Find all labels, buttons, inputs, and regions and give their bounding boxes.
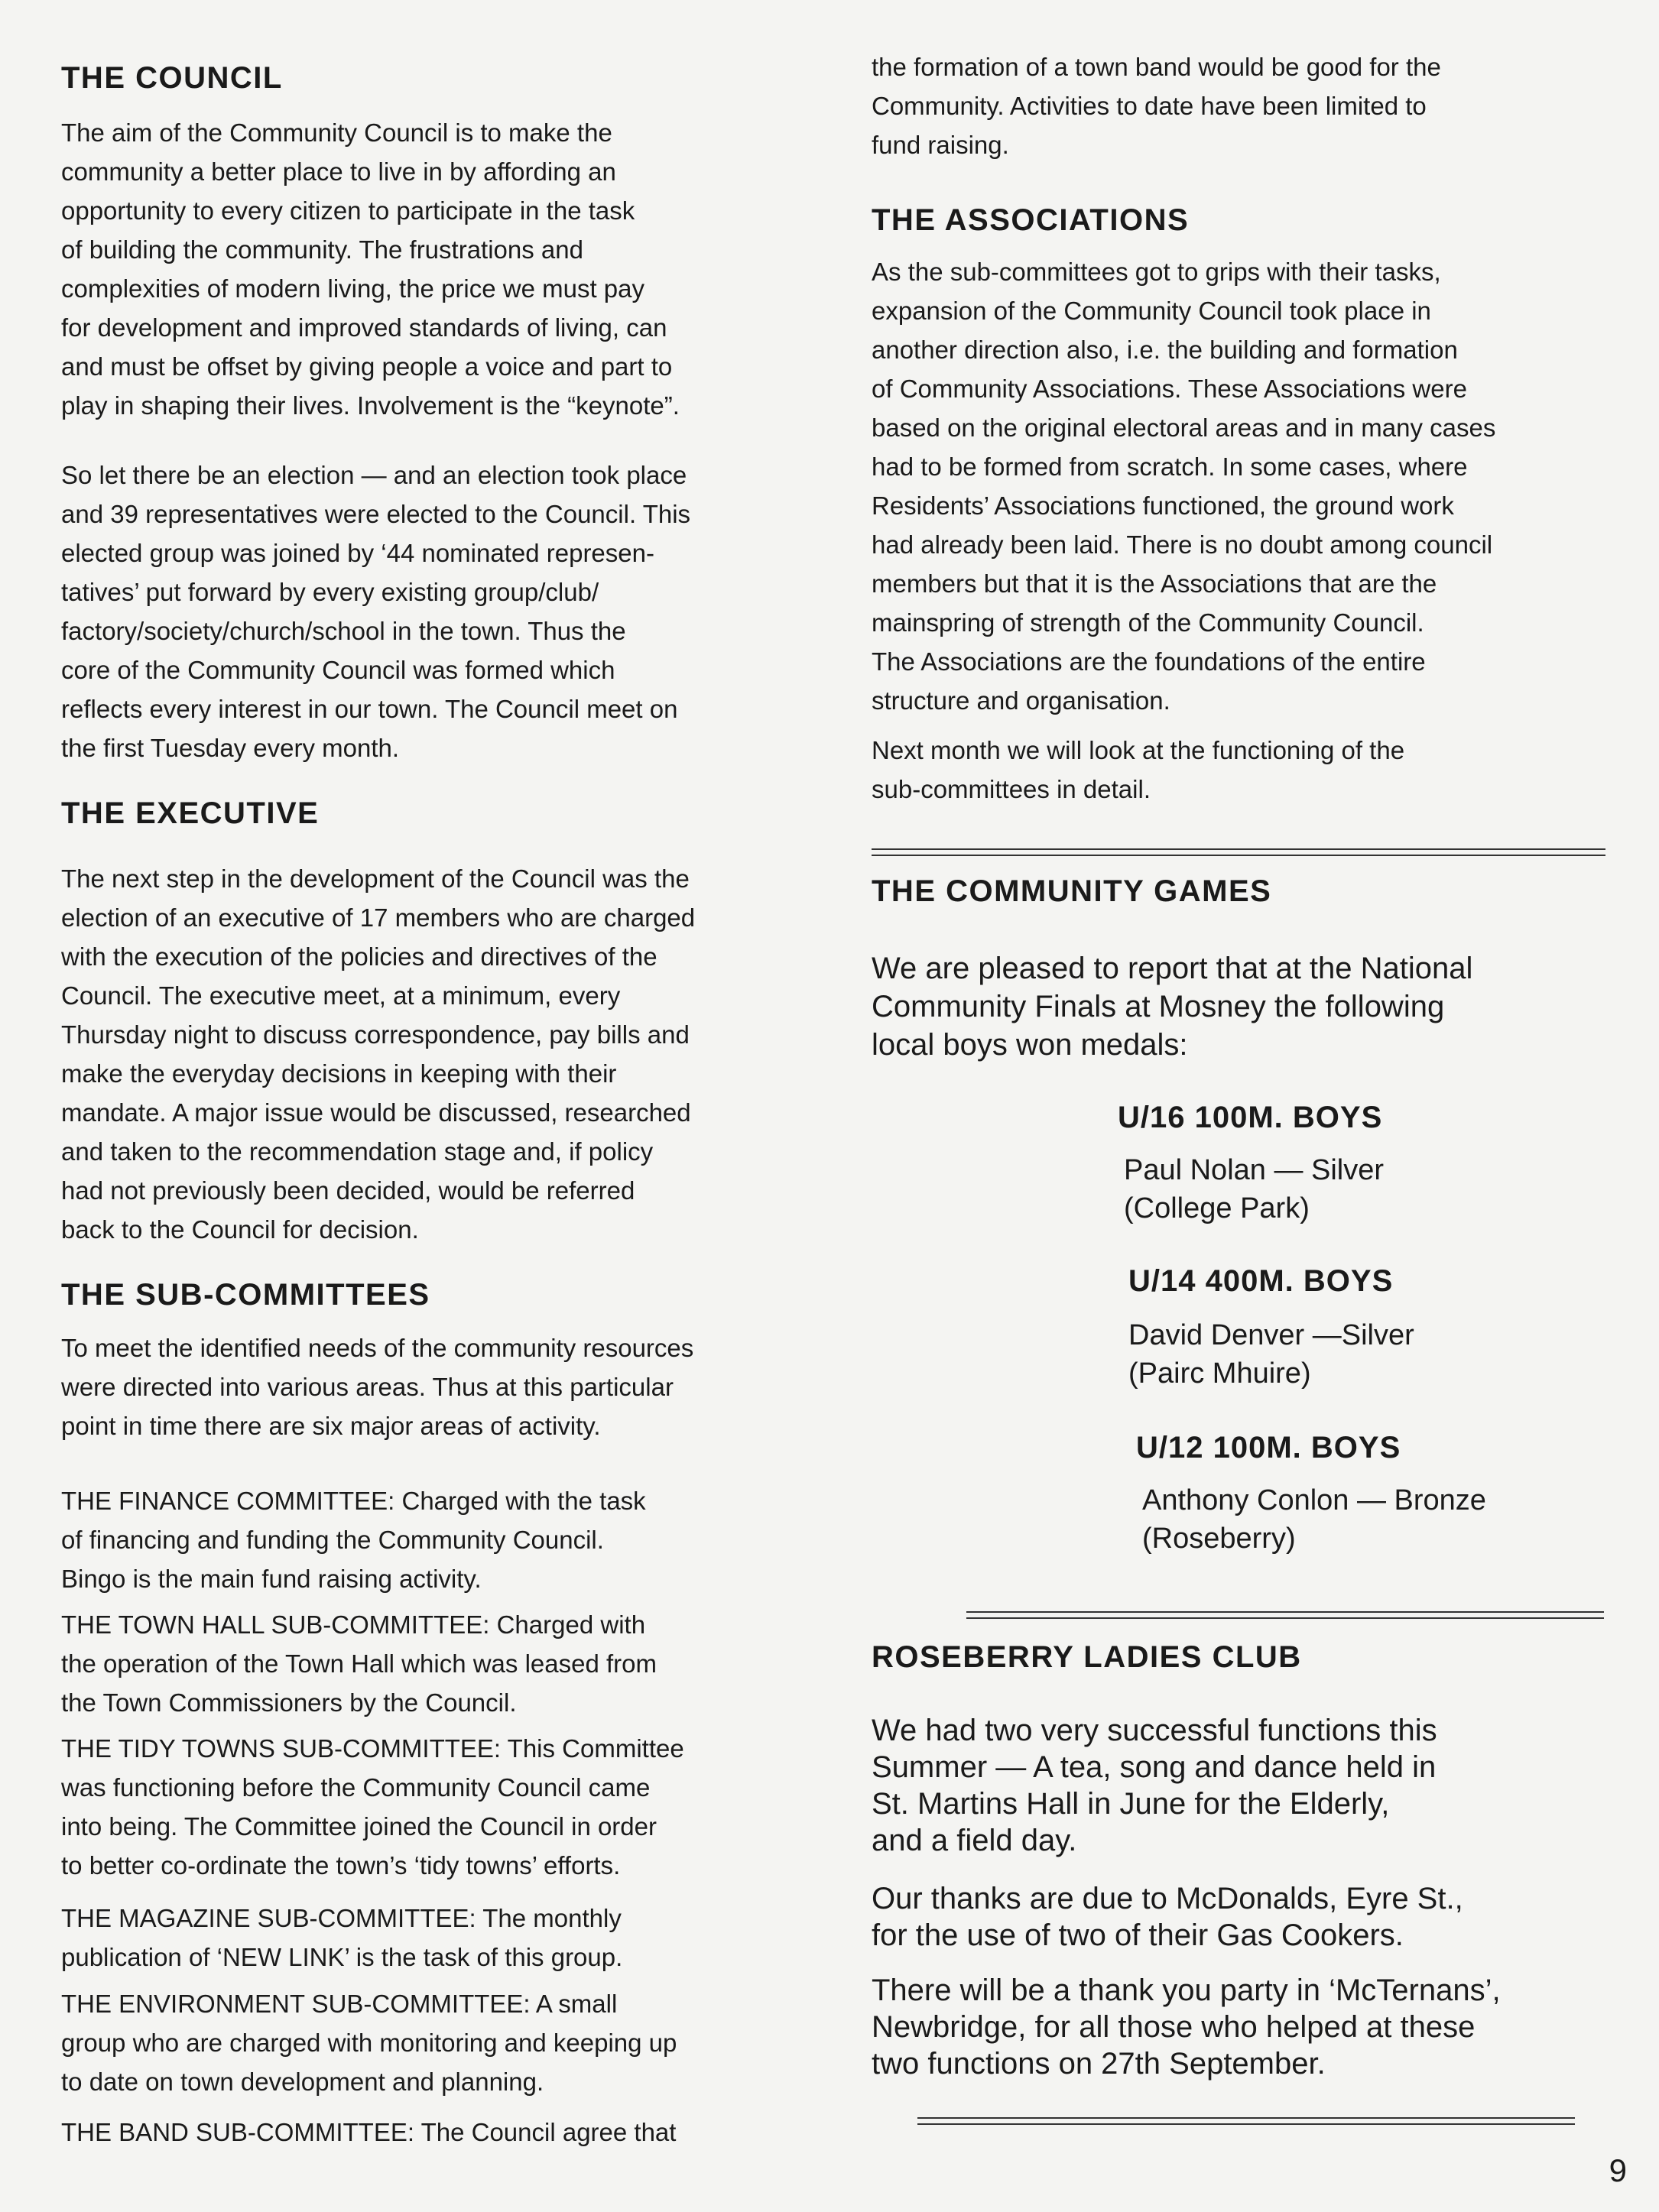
text-line: The Associations are the foundations of the entire [872,647,1426,676]
text-line: group who are charged with monitoring and keeping up [61,2029,677,2057]
council-paragraph-1 [61,113,680,425]
text-line: the formation of a town band would be good for the [872,53,1441,81]
text-line: THE TOWN HALL SUB-COMMITTEE: Charged with [61,1610,646,1639]
text-line: There will be a thank you party in ‘McTernans’, [872,1974,1501,2007]
executive-paragraph [61,859,695,1249]
text-line: had already been laid. There is no doubt among council [872,530,1493,559]
text-line: The next step in the development of the Council was the [61,864,690,893]
community-games-heading: THE COMMUNITY GAMES [872,874,1272,908]
text-line: Newbridge, for all those who helped at these [872,2010,1476,2044]
text-line: point in time there are six major areas of activity. [61,1412,601,1440]
text-line: another direction also, i.e. the building and formation [872,336,1458,364]
medal-event: U/12 100M. BOYS [1136,1431,1401,1464]
associations-paragraph-2 [872,731,1404,809]
text-line: sub-committees in detail. [872,775,1151,803]
text-line: based on the original electoral areas and in many cases [872,414,1496,442]
finance-committee [61,1481,646,1598]
executive-heading: THE EXECUTIVE [61,796,320,830]
text-line: expansion of the Community Council took place in [872,297,1431,325]
text-line: The aim of the Community Council is to make the [61,118,612,147]
text-line: for the use of two of their Gas Cookers. [872,1918,1404,1952]
text-line: THE MAGAZINE SUB-COMMITTEE: The monthly [61,1904,622,1932]
text-line: St. Martins Hall in June for the Elderly, [872,1787,1390,1821]
band-subcommittee-continued [872,47,1441,164]
text-line: two functions on 27th September. [872,2047,1326,2081]
text-line: and a field day. [872,1824,1077,1857]
text-line: Community Finals at Mosney the following [872,990,1445,1023]
text-line: tatives’ put forward by every existing group/club/ [61,578,599,606]
text-line: opportunity to every citizen to participate in the task [61,196,635,225]
text-line: local boys won medals: [872,1028,1188,1062]
text-line: factory/society/church/school in the town. Thus the [61,617,626,645]
text-line: We had two very successful functions this [872,1714,1437,1747]
text-line: Residents’ Associations functioned, the ground work [872,491,1454,520]
tidy-towns-subcommittee [61,1729,684,1885]
section-divider [966,1611,1604,1619]
text-line: publication of ‘NEW LINK’ is the task of this group. [61,1943,623,1971]
text-line: had not previously been decided, would be referred [61,1176,635,1205]
text-line: make the everyday decisions in keeping with their [61,1059,617,1088]
ladies-paragraph-2 [872,1880,1463,1954]
council-heading: THE COUNCIL [61,61,283,95]
text-line: Community. Activities to date have been limited to [872,92,1427,120]
text-line: were directed into various areas. Thus at this particular [61,1373,674,1401]
text-line: To meet the identified needs of the community resources [61,1334,694,1362]
text-line: the operation of the Town Hall which was leased from [61,1649,657,1678]
text-line: back to the Council for decision. [61,1215,419,1244]
medal-winner: Anthony Conlon — Bronze [1142,1484,1486,1516]
text-line: Thursday night to discuss correspondence, pay bills and [61,1020,690,1049]
text-line: Bingo is the main fund raising activity. [61,1565,482,1593]
text-line: Our thanks are due to McDonalds, Eyre St., [872,1882,1463,1915]
subcommittees-intro [61,1328,693,1445]
text-line: Summer — A tea, song and dance held in [872,1750,1437,1784]
text-line: mandate. A major issue would be discussed, researched [61,1098,691,1127]
text-line: for development and improved standards of living, can [61,313,667,342]
roseberry-ladies-heading: ROSEBERRY LADIES CLUB [872,1640,1302,1674]
ladies-paragraph-3 [872,1972,1501,2082]
text-line: members but that it is the Associations that are the [872,569,1437,598]
text-line: mainspring of strength of the Community Council. [872,608,1424,637]
text-line: the Town Commissioners by the Council. [61,1688,517,1717]
council-paragraph-2 [61,456,690,767]
medal-club: (Roseberry) [1142,1523,1296,1555]
section-divider [872,848,1605,856]
medal-winner: David Denver —Silver [1128,1319,1414,1351]
community-games-intro [872,949,1472,1064]
text-line: community a better place to live in by affording an [61,157,616,186]
text-line: of financing and funding the Community Council. [61,1526,604,1554]
text-line: and 39 representatives were elected to the Council. This [61,500,691,528]
text-line: fund raising. [872,131,1009,159]
text-line: THE TIDY TOWNS SUB-COMMITTEE: This Committee [61,1734,684,1763]
medal-event: U/14 400M. BOYS [1128,1264,1394,1298]
text-line: of building the community. The frustrations and [61,235,583,264]
text-line: to date on town development and planning. [61,2068,544,2096]
text-line: had to be formed from scratch. In some cases, where [872,452,1468,481]
text-line: play in shaping their lives. Involvement is the “keynote”. [61,391,680,420]
environment-subcommittee [61,1984,677,2101]
magazine-subcommittee [61,1899,622,1977]
page-number: 9 [1609,2152,1627,2188]
text-line: to better co-ordinate the town’s ‘tidy towns’ efforts. [61,1851,621,1880]
text-line: core of the Community Council was formed which [61,656,615,684]
ladies-paragraph-1 [872,1712,1437,1859]
text-line: As the sub-committees got to grips with their tasks, [872,258,1441,286]
medal-event: U/16 100M. BOYS [1118,1101,1383,1134]
text-line: and taken to the recommendation stage and, if policy [61,1137,654,1166]
text-line: structure and organisation. [872,686,1170,715]
text-line: complexities of modern living, the price we must pay [61,274,644,303]
text-line: Next month we will look at the functioning of the [872,736,1405,764]
text-line: election of an executive of 17 members who are charged [61,903,696,932]
band-subcommittee [61,2113,676,2152]
subcommittees-heading: THE SUB-COMMITTEES [61,1278,430,1312]
associations-heading: THE ASSOCIATIONS [872,203,1190,237]
text-line: was functioning before the Community Council came [61,1773,651,1802]
text-line: We are pleased to report that at the National [872,952,1473,985]
text-line: So let there be an election — and an election took place [61,461,687,489]
text-line: reflects every interest in our town. The Council meet on [61,695,678,723]
text-line: elected group was joined by ‘44 nominated represen- [61,539,654,567]
text-line: and must be offset by giving people a voice and part to [61,352,673,381]
medal-club: (College Park) [1124,1192,1310,1224]
text-line: THE FINANCE COMMITTEE: Charged with the task [61,1487,646,1515]
associations-paragraph-1 [872,252,1495,720]
town-hall-subcommittee [61,1605,657,1722]
text-line: THE BAND SUB-COMMITTEE: The Council agree that [61,2118,677,2146]
medal-winner: Paul Nolan — Silver [1124,1154,1385,1186]
medal-club: (Pairc Mhuire) [1128,1357,1311,1390]
section-divider [917,2117,1575,2125]
text-line: the first Tuesday every month. [61,734,400,762]
text-line: Council. The executive meet, at a minimum, every [61,981,621,1010]
text-line: into being. The Committee joined the Council in order [61,1812,657,1841]
text-line: with the execution of the policies and directives of the [61,942,657,971]
text-line: THE ENVIRONMENT SUB-COMMITTEE: A small [61,1990,618,2018]
text-line: of Community Associations. These Associations were [872,375,1467,403]
